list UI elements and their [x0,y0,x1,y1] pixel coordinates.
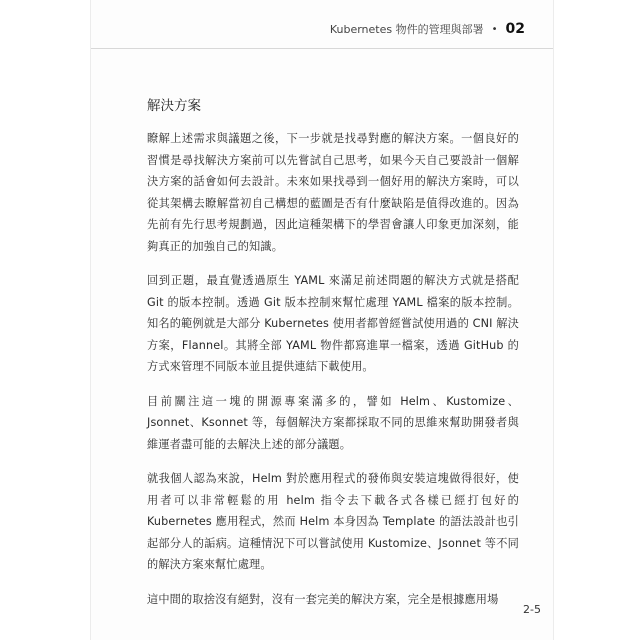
paragraph-5: 這中間的取捨沒有絕對，沒有一套完美的解決方案，完全是根據應用場 [147,592,499,606]
page-number: 2-5 [523,603,541,616]
running-header [330,18,527,40]
paragraph-4: 就我個人認為來說，Helm 對於應用程式的發佈與安裝這塊做得很好，使用者可以非常輕鬆的用 helm 指令去下載各式各樣已經打包好的 Kubernetes 應用程式，然而 Helm 本身因為 Template 的語法設計也引起部分人的詬病。這種情況下可以嘗試使用 Kustomize、Jsonnet 等不同的解決方案來幫忙處理。 [147,472,519,571]
chapter-number: 02 [505,21,525,37]
header-bullet: • [491,23,498,35]
running-title: Kubernetes 物件的管理與部署 [329,23,484,36]
paragraph-2: 回到正題，最直覺透過原生 YAML 來滿足前述問題的解決方式就是搭配 Git 的版本控制。透過 Git 版本控制來幫忙處理 YAML 檔案的版本控制。知名的範例就是大部分 Kubernetes 使用者都曾經嘗試使用過的 CNI 解決方案，Flannel。其將全部 YAML 物件都寫進單一檔案，透過 GitHub 的方式來管理不同版本並且提供連結下載使用。 [147,274,519,373]
paragraph-1: 瞭解上述需求與議題之後，下一步就是找尋對應的解決方案。一個良好的習慣是尋找解決方案前可以先嘗試自己思考，如果今天自己要設計一個解決方案的話會如何去設計。未來如果找尋到一個好用的解決方案時，可以從其架構去瞭解當初自己構想的藍圖是否有什麼缺陷是值得改進的。因為先前有先行思考規劃過，因此這種架構下的學習會讓人印象更加深刻，能夠真正的加強自己的知識。 [147,132,519,253]
section-title: 解決方案 [147,98,201,114]
book-page [90,0,554,640]
header-divider [91,48,553,49]
page-content [147,96,519,623]
paragraph-3: 目前關注這一塊的開源專案滿多的，譬如 Helm、Kustomize、Jsonnet、Ksonnet 等，每個解決方案都採取不同的思維來幫助開發者與維運者盡可能的去解決上述的部分議題。 [147,394,519,451]
